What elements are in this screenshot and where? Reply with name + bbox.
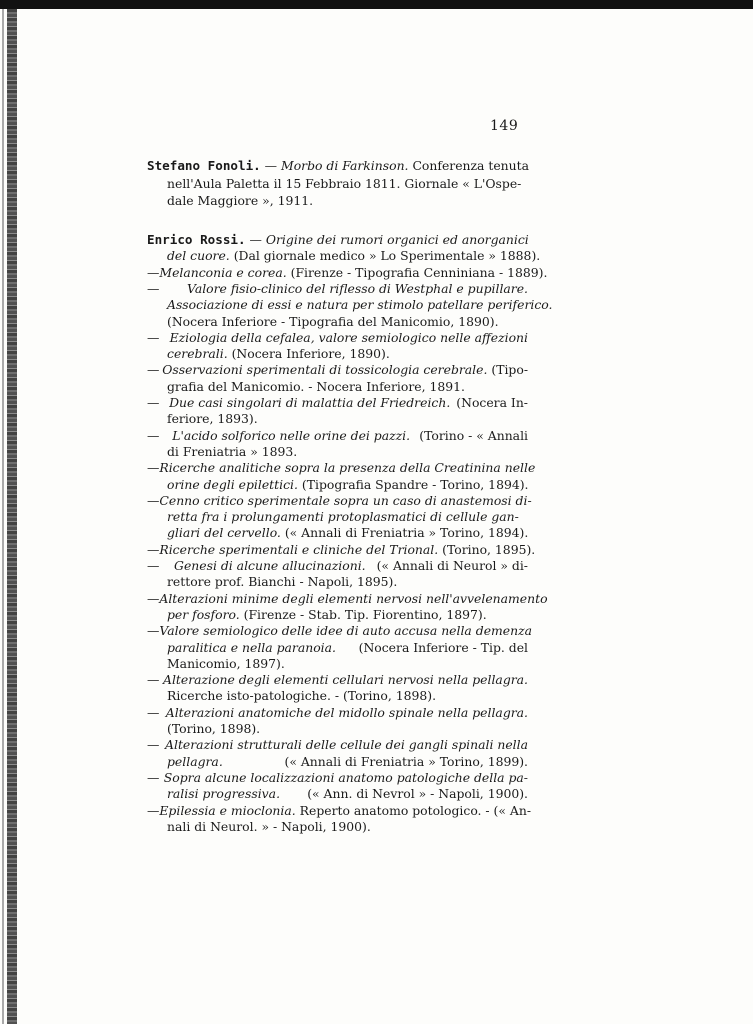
bibliography-line: [147, 705, 528, 721]
author-name: Stefano Fonoli.: [147, 158, 261, 173]
publication-info: (Dal giornale medico » Lo Sperimentale » 1888).: [229, 248, 541, 264]
page-number: 149: [490, 118, 519, 134]
work-title: Due casi singolari di malattia del Friedreich.: [169, 395, 451, 410]
publication-info: (Tipo-: [487, 362, 528, 378]
bibliography-line: [147, 574, 528, 590]
bibliography-line: [147, 640, 528, 656]
bibliography-line: [147, 297, 553, 313]
entry-dash: —: [147, 541, 160, 557]
author-name: Enrico Rossi.: [147, 232, 246, 247]
publication-info: (Torino - « Annali: [415, 427, 528, 443]
bibliography-line: [147, 558, 528, 574]
publication-info: (« Annali di Neurol » di-: [372, 558, 528, 573]
work-title: per fosforo.: [167, 606, 240, 622]
bibliography-line: [147, 477, 528, 493]
bibliography-line: [147, 395, 528, 411]
publication-info: (Tipografia Spandre - Torino, 1894).: [297, 476, 529, 492]
work-title: Melanconia e corea.: [159, 264, 287, 280]
entry-dash: —: [147, 558, 160, 573]
scan-top-border: [0, 0, 753, 9]
bibliography-line: [147, 444, 528, 460]
bibliography-line: [147, 623, 532, 639]
publication-info: (« Annali di Freniatria » Torino, 1899).: [280, 753, 528, 769]
entry-dash: —: [147, 264, 160, 280]
work-title: Alterazione degli elementi cellulari nervosi nella pellagra.: [163, 672, 528, 688]
publication-info: (« Ann. di Nevrol » - Napoli, 1900).: [303, 786, 528, 802]
bibliography-line: [147, 362, 528, 378]
work-title: Eziologia della cefalea, valore semiologico nelle affezioni: [169, 329, 528, 345]
entry-dash: —: [147, 362, 160, 378]
bibliography-line: [147, 525, 528, 541]
bibliography-line: [147, 770, 528, 786]
bibliography-line: [147, 786, 528, 802]
publication-info: (Torino, 1898).: [167, 721, 261, 736]
publication-info: grafia del Manicomio. - Nocera Inferiore, 1891.: [167, 378, 465, 394]
publication-info: dale Maggiore », 1911.: [167, 193, 314, 208]
work-title: Alterazioni anatomiche del midollo spinale nella pellagra.: [165, 704, 528, 720]
bibliography-line: [147, 411, 528, 427]
bibliography-line: [147, 193, 528, 209]
bibliography-line: [147, 819, 528, 835]
work-title: Valore semiologico delle idee di auto accusa nella demenza: [159, 623, 532, 639]
work-title: Ricerche sperimentali e cliniche del Trional.: [159, 541, 439, 557]
bibliography-line: [147, 158, 528, 174]
publication-info: Manicomio, 1897).: [167, 655, 285, 671]
work-title: del cuore.: [167, 248, 230, 264]
bibliography-line: [147, 802, 532, 819]
entry-dash: —: [147, 460, 160, 476]
work-title: Alterazioni strutturali delle cellule dei gangli spinali nella: [165, 737, 528, 753]
work-title: cerebrali.: [167, 346, 228, 362]
bibliography-line: [147, 176, 528, 192]
work-title: L'acido solforico nelle orine dei pazzi.: [172, 427, 411, 443]
entry-dash: —: [147, 623, 160, 639]
publication-info: (Nocera In-: [452, 395, 528, 410]
work-title: paralitica e nella paranoia.: [167, 639, 336, 655]
entry-dash: —: [147, 737, 160, 753]
entry-dash: —: [147, 492, 160, 508]
bibliography-line: [147, 721, 528, 737]
publication-info: (Nocera Inferiore - Tipografia del Manicomio, 1890).: [167, 313, 499, 329]
publication-info: (Torino, 1895).: [438, 541, 536, 557]
publication-info: nali di Neurol. » - Napoli, 1900).: [167, 818, 371, 834]
bibliography-line: [147, 541, 536, 558]
bibliography-line: [147, 428, 528, 444]
entry-dash: —: [147, 769, 160, 785]
work-title: Osservazioni sperimentali di tossicologia cerebrale.: [162, 362, 488, 378]
work-title: Alterazioni minime degli elementi nervosi nell'avvelenamento: [159, 590, 548, 606]
entry-dash: —: [147, 427, 160, 443]
work-title: — Origine dei rumori organici ed anorganici: [245, 232, 529, 247]
publication-info: nell'Aula Paletta il 15 Febbraio 1811. Giornale « L'Ospe-: [167, 175, 522, 191]
work-title: orine degli epilettici.: [167, 476, 298, 492]
publication-info: feriore, 1893).: [167, 411, 258, 427]
bibliography-line: [147, 264, 548, 281]
bibliography-line: [147, 656, 528, 672]
publication-info: Conferenza tenuta: [408, 158, 530, 173]
work-title: Valore fisio-clinico del riflesso di Westphal e pupillare.: [187, 280, 528, 296]
entry-dash: —: [147, 672, 160, 688]
work-title: pellagra.: [167, 753, 223, 769]
bibliography-line: [147, 607, 528, 623]
publication-info: rettore prof. Bianchi - Napoli, 1895).: [167, 574, 398, 590]
publication-info: Ricerche isto-patologiche. - (Torino, 1898).: [167, 688, 437, 704]
publication-info: Reperto anatomo potologico. - (« An-: [295, 802, 532, 818]
bibliography-line: [147, 314, 528, 330]
bibliography-line: [147, 754, 528, 770]
book-binding-shadow: [7, 9, 17, 1024]
bibliography-line: [147, 379, 528, 395]
bibliography-line: [147, 590, 548, 607]
work-title: Genesi di alcune allucinazioni.: [174, 558, 366, 573]
bibliography-line: [147, 232, 528, 248]
entry-dash: —: [147, 590, 160, 606]
publication-info: (Firenze - Stab. Tip. Fiorentino, 1897).: [239, 606, 487, 622]
publication-info: (Nocera Inferiore - Tip. del: [354, 639, 528, 655]
entry-dash: —: [147, 395, 160, 410]
work-title: Cenno critico sperimentale sopra un caso di anastemosi di-: [159, 492, 532, 508]
bibliography-line: [147, 346, 528, 362]
work-title: Ricerche analitiche sopra la presenza della Creatinina nelle: [159, 460, 536, 476]
work-title: Epilessia e mioclonia.: [159, 802, 296, 818]
bibliography-line: [147, 460, 536, 476]
bibliography-line: [147, 737, 528, 753]
bibliography-line: [147, 688, 528, 704]
bibliography-line: [147, 330, 528, 346]
bibliography-line: [147, 672, 528, 688]
bibliography-line: [147, 248, 541, 264]
work-title: ralisi progressiva.: [167, 786, 281, 802]
entry-dash: —: [147, 329, 160, 345]
publication-info: (Firenze - Tipografia Cenniniana - 1889).: [286, 264, 548, 280]
bibliography-line: [147, 281, 528, 297]
publication-info: (Nocera Inferiore, 1890).: [227, 346, 390, 362]
work-title: Sopra alcune localizzazioni anatomo patologiche della pa-: [163, 769, 528, 785]
entry-dash: —: [147, 704, 160, 720]
scan-page-edge: [2, 9, 4, 1024]
bibliography-line: [147, 509, 528, 525]
work-title: gliari del cervello.: [167, 525, 281, 541]
publication-info: di Freniatria » 1893.: [167, 443, 298, 459]
work-title: — Morbo di Farkinson.: [260, 158, 409, 173]
bibliography-line: [147, 492, 532, 509]
work-title: retta fra i prolungamenti protoplasmatici di cellule gan-: [167, 509, 519, 525]
entry-dash: —: [147, 280, 160, 296]
publication-info: (« Annali di Freniatria » Torino, 1894).: [280, 525, 529, 541]
entry-dash: —: [147, 802, 160, 818]
work-title: Associazione di essi e natura per stimolo patellare periferico.: [167, 297, 553, 313]
